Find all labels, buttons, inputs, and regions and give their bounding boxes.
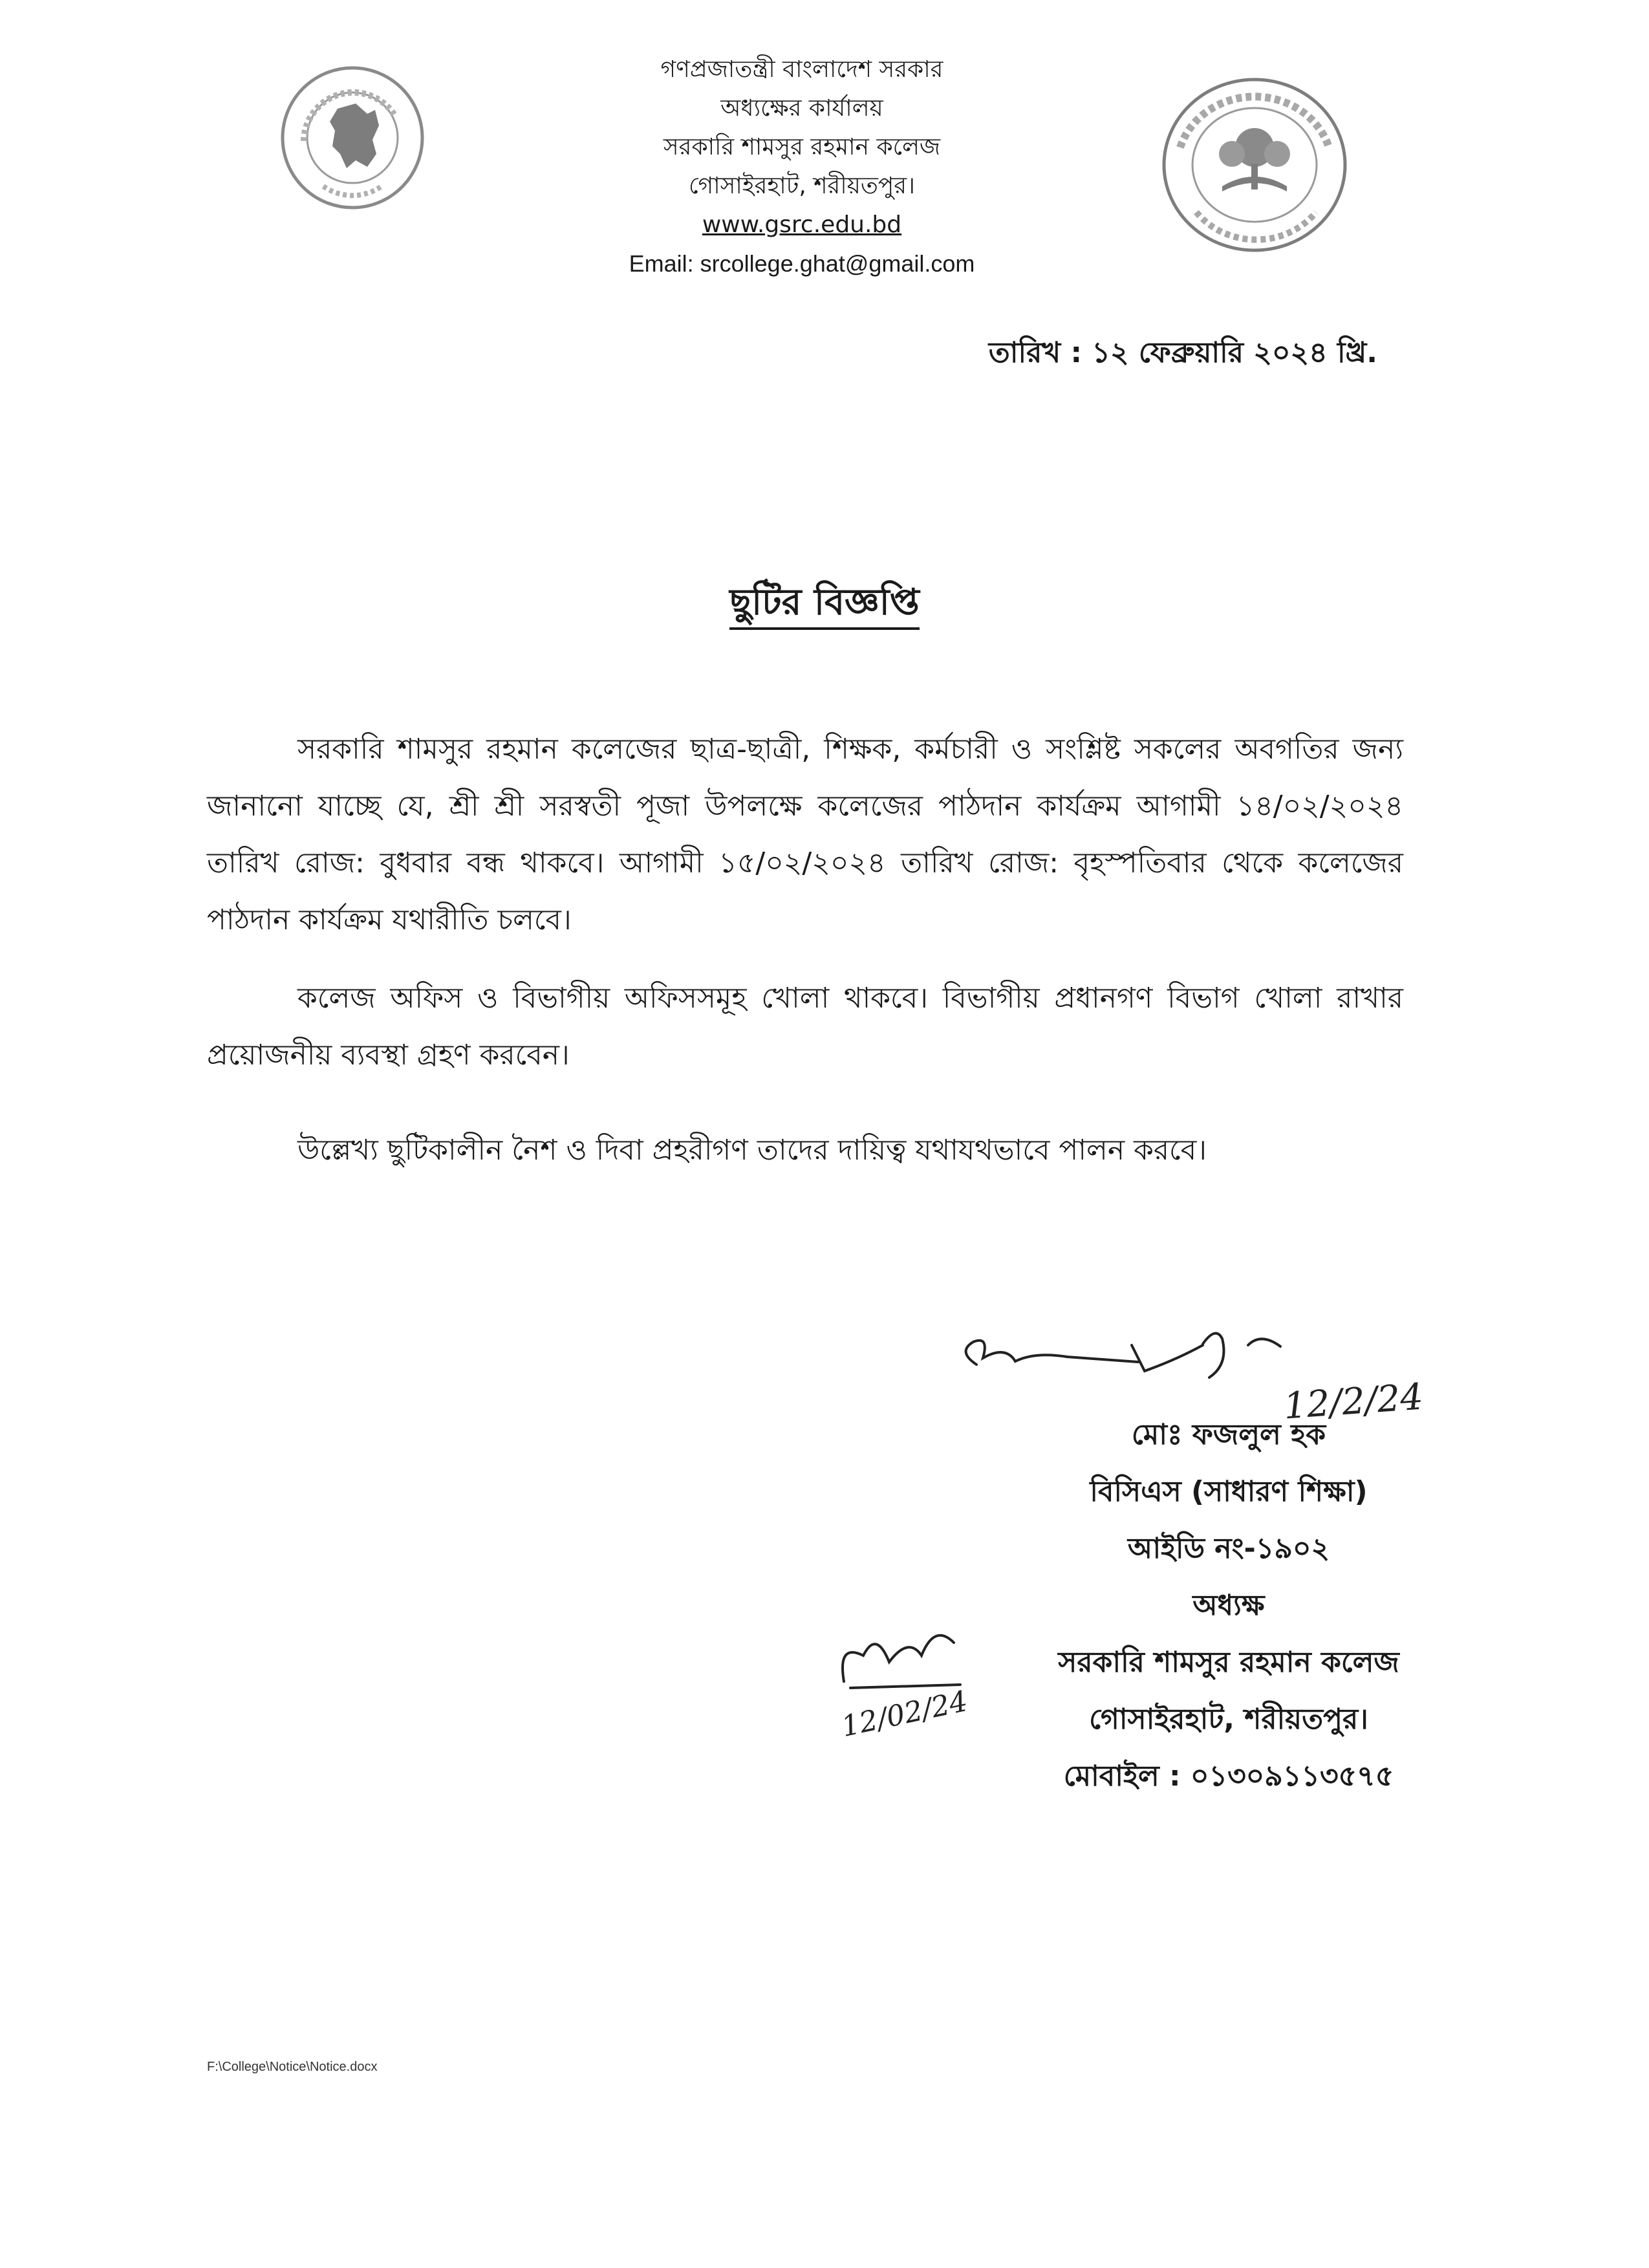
signatory-designation: অধ্যক্ষ — [1192, 1589, 1265, 1622]
notice-date: তারিখ : ১২ ফেব্রুয়ারি ২০২৪ খ্রি. — [988, 336, 1377, 369]
notice-paragraph-1: সরকারি শামসুর রহমান কলেজের ছাত্র-ছাত্রী, শিক্ষক, কর্মচারী ও সংশ্লিষ্ট সকলের অবগতির জন্য জানানো যাচ্ছে যে, শ্রী শ্রী সরস্বতী পূজা উপলক্ষে কলেজের পাঠদান কার্যক্রম আগামী ১৪/০২/২০২৪ তারিখ রোজ: বুধবার বন্ধ থাকবে। আগামী ১৫/০২/২০২৪ তারিখ রোজ: বৃহস্পতিবার থেকে কলেজের পাঠদান কার্যক্রম যথারীতি চলবে। — [207, 733, 1403, 936]
signature-handwritten-date: 12/2/24 — [1282, 1376, 1425, 1428]
email-address: Email: srcollege.ghat@gmail.com — [629, 250, 975, 277]
college-address: গোসাইরহাট, শরীয়তপুর। — [689, 173, 915, 199]
signatory-cadre: বিসিএস (সাধারণ শিক্ষা) — [1090, 1475, 1368, 1508]
signatory-block — [1048, 1407, 1410, 1805]
website-link[interactable]: www.gsrc.edu.bd — [702, 211, 902, 238]
college-name: সরকারি শামসুর রহমান কলেজ — [663, 134, 941, 160]
signatory-address: গোসাইরহাট, শরীয়তপুর। — [1089, 1703, 1368, 1736]
office-header — [479, 50, 1125, 283]
notice-title-text: ছুটির বিজ্ঞপ্তি — [729, 581, 920, 630]
office-name: অধ্যক্ষের কার্যালয় — [720, 95, 883, 122]
signatory-mobile: মোবাইল : ০১৩০৯১১৩৫৭৫ — [1063, 1760, 1394, 1793]
file-path: F:\College\Notice\Notice.docx — [207, 2060, 378, 2074]
initial-date: 12/02/24 — [838, 1685, 971, 1744]
notice-paragraph-2: কলেজ অফিস ও বিভাগীয় অফিসসমূহ খোলা থাকবে। বিভাগীয় প্রধানগণ বিভাগ খোলা রাখার প্রয়োজনীয় ব্যবস্থা গ্রহণ করবেন। — [207, 982, 1403, 1072]
signatory-college: সরকারি শামসুর রহমান কলেজ — [1058, 1646, 1399, 1679]
signatory-id: আইডি নং-১৯০২ — [1127, 1532, 1330, 1565]
bangladesh-government-seal-icon — [278, 63, 427, 212]
notice-title — [0, 574, 1649, 635]
government-name: গণপ্রজাতন্ত্রী বাংলাদেশ সরকার — [660, 56, 943, 83]
shikkha-niye-gorbo-desh-logo-icon — [1161, 76, 1348, 254]
signatory-name: মোঃ ফজলুল হক — [1131, 1418, 1326, 1451]
notice-paragraph-3: উল্লেখ্য ছুটিকালীন নৈশ ও দিবা প্রহরীগণ তাদের দায়িত্ব যথাযথভাবে পালন করবে। — [297, 1134, 1207, 1167]
